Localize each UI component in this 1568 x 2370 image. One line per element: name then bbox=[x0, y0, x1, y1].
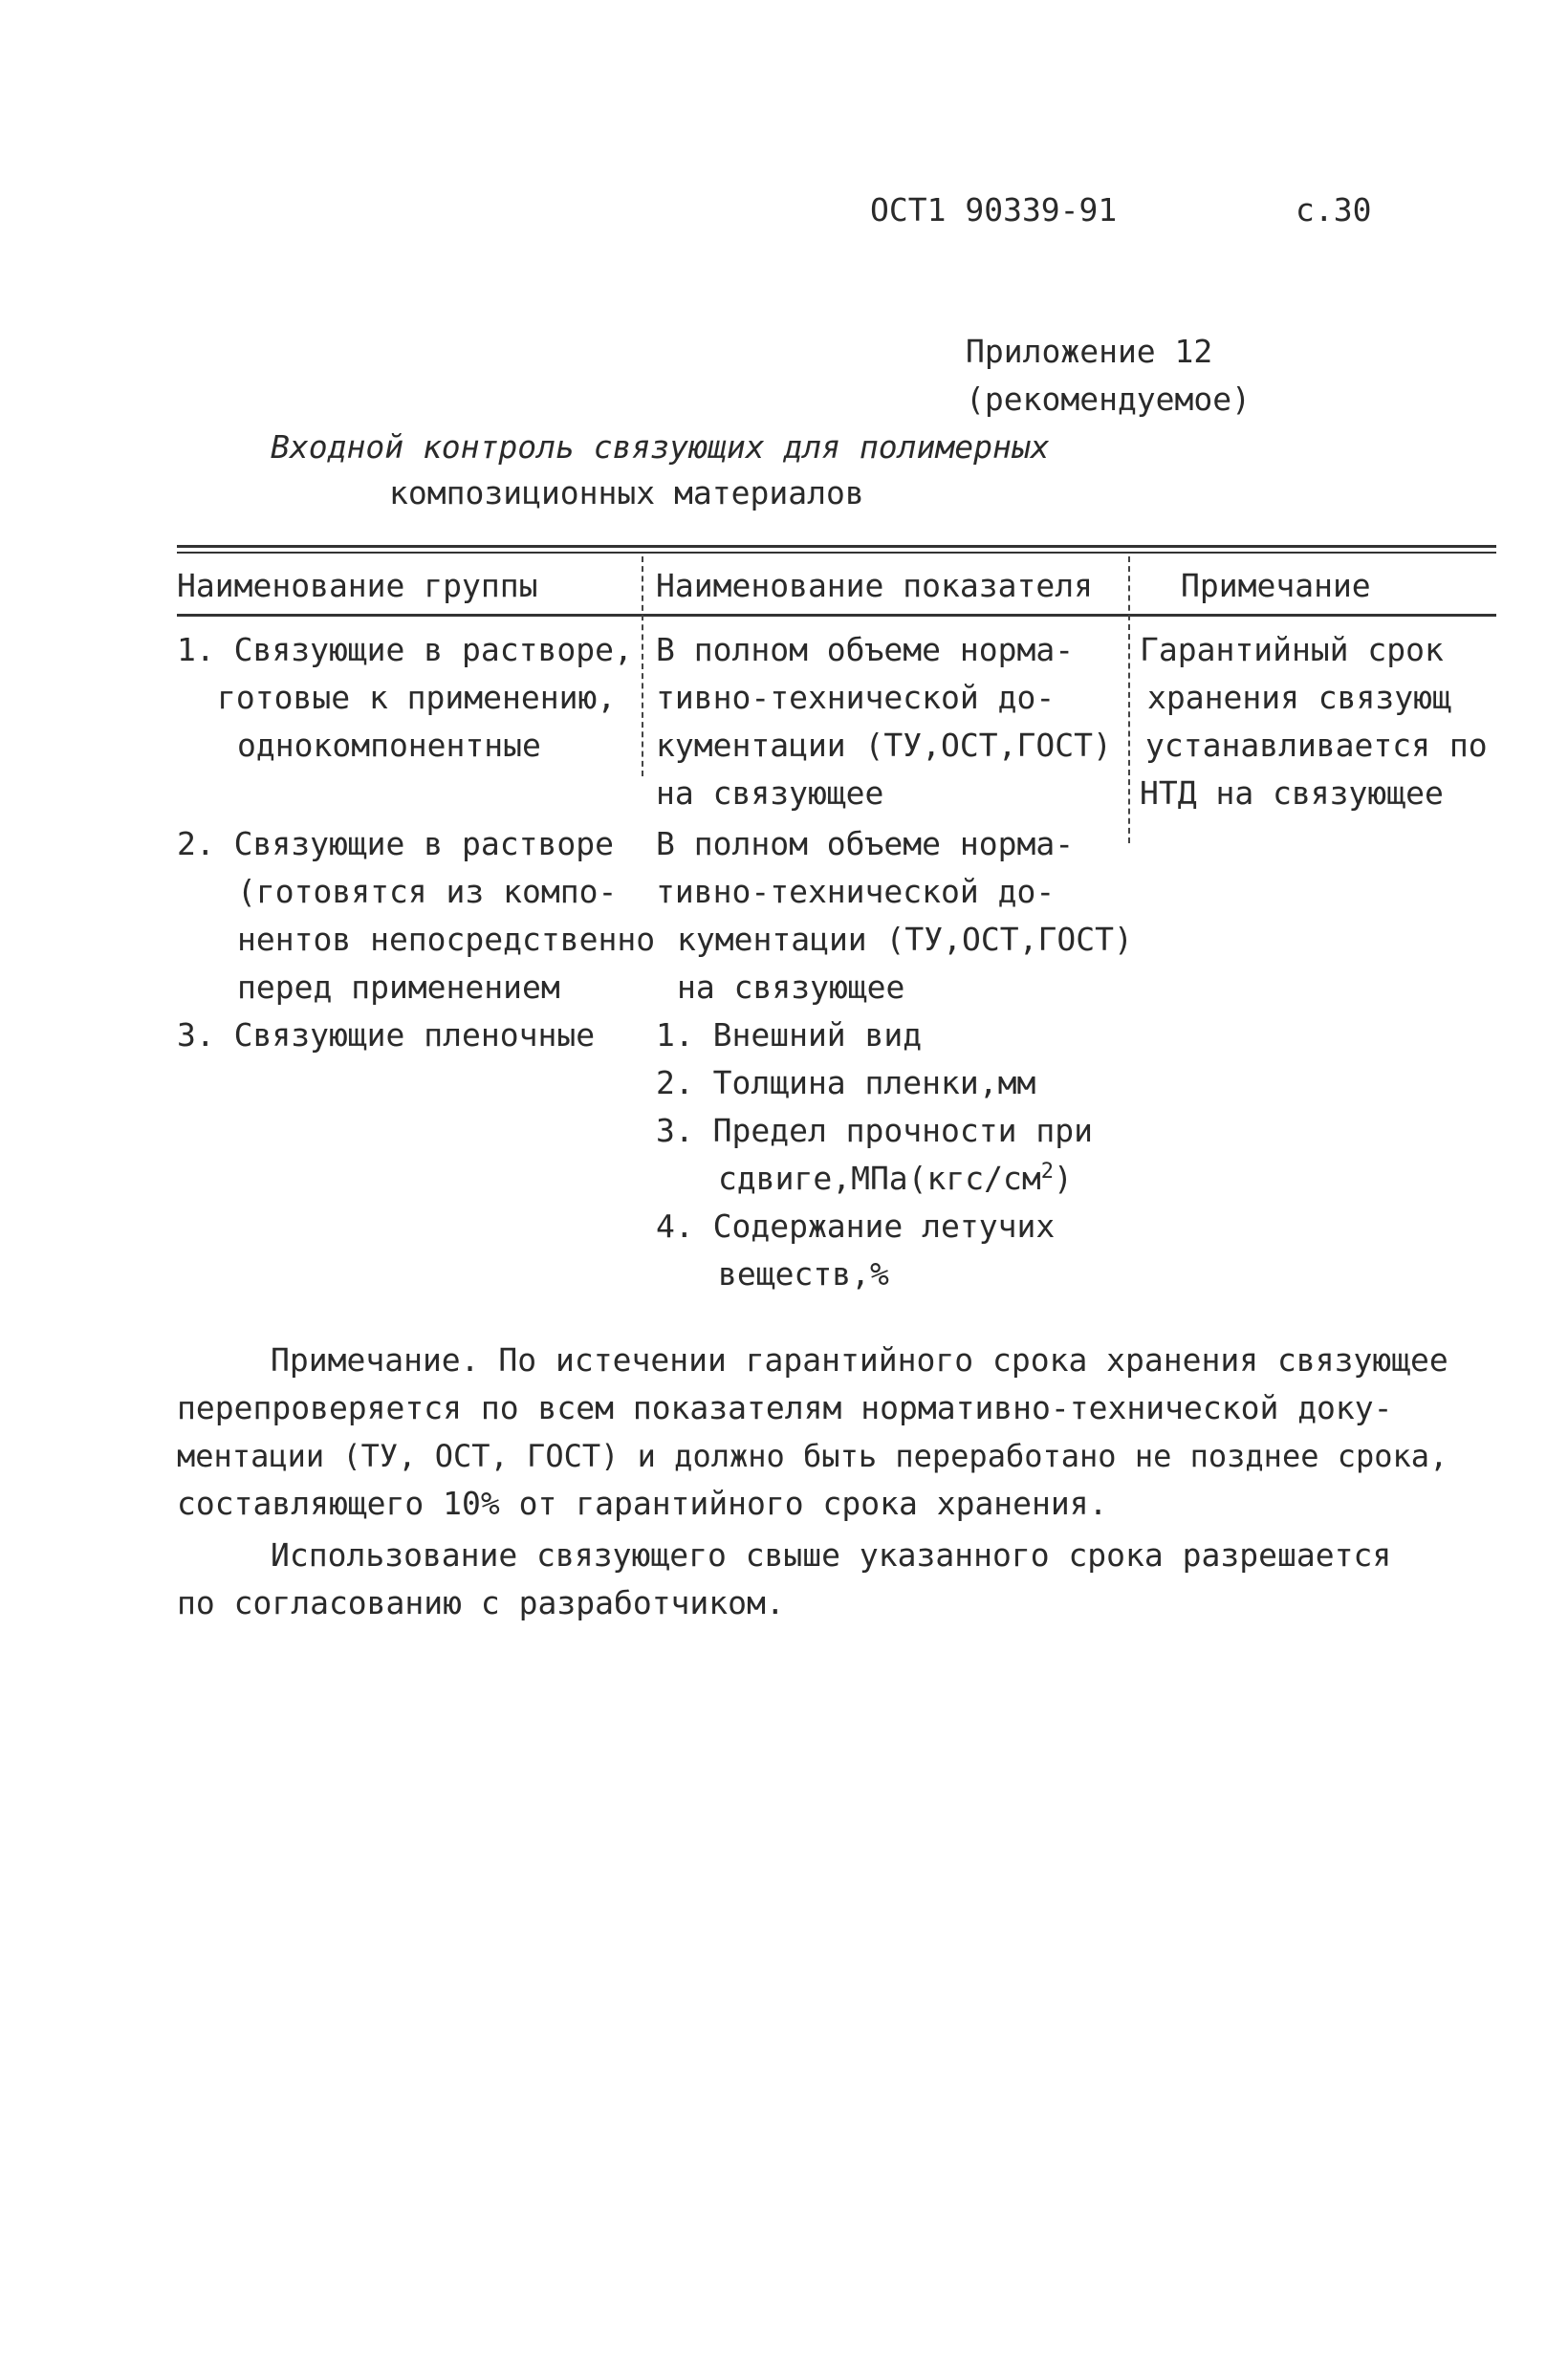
row-1-group-line-2: готовые к применению, bbox=[217, 679, 617, 716]
row-1-group-line-3: однокомпонентные bbox=[237, 727, 541, 764]
column-divider-2 bbox=[1128, 556, 1130, 843]
row-2-group-line-3: нентов непосредственно bbox=[237, 921, 656, 958]
table-top-rule-2 bbox=[177, 552, 1496, 554]
row-2-group-line-2: (готовятся из компо- bbox=[237, 873, 618, 910]
column-header-group: Наименование группы bbox=[177, 567, 538, 604]
appendix-status: (рекомендуемое) bbox=[966, 381, 1252, 418]
note-line-3: ментации (ТУ, ОСТ, ГОСТ) и должно быть переработано не позднее срока, bbox=[177, 1438, 1448, 1474]
row-2-indicator-line-2: тивно-технической до- bbox=[656, 873, 1056, 910]
row-3-indicator-line-1: 1. Внешний вид bbox=[656, 1016, 923, 1054]
row-3-group-line-1: 3. Связующие пленочные bbox=[177, 1016, 596, 1054]
doc-title-line-1: Входной контроль связующих для полимерных bbox=[271, 428, 1050, 466]
row-1-indicator-line-1: В полном объеме норма- bbox=[656, 631, 1075, 668]
note-line-5: Использование связующего свыше указанного срока разрешается bbox=[271, 1536, 1392, 1574]
row-1-note-line-4: НТД на связующее bbox=[1140, 774, 1444, 812]
row-1-group-line-1: 1. Связующие в растворе, bbox=[177, 631, 633, 668]
note-line-6: по согласованию с разработчиком. bbox=[177, 1584, 785, 1621]
closing-paren: ) bbox=[1054, 1160, 1073, 1197]
row-1-note-line-2: хранения связующ bbox=[1147, 679, 1451, 716]
row-3-indicator-line-3: 3. Предел прочности при bbox=[656, 1112, 1093, 1149]
row-3-indicator-line-5: 4. Содержание летучих bbox=[656, 1207, 1056, 1245]
row-1-indicator-line-4: на связующее bbox=[656, 774, 884, 812]
row-1-note-line-1: Гарантийный срок bbox=[1140, 631, 1444, 668]
row-3-indicator-line-6: веществ,% bbox=[718, 1255, 889, 1293]
row-3-indicator-line-4 bbox=[718, 1155, 1073, 1203]
note-line-1: Примечание. По истечении гарантийного срока хранения связующее bbox=[271, 1341, 1448, 1379]
appendix-title: Приложение 12 bbox=[966, 333, 1213, 370]
row-2-indicator-line-3: кументации (ТУ,ОСТ,ГОСТ) bbox=[677, 921, 1133, 958]
page-number: с.30 bbox=[1296, 191, 1372, 228]
row-2-indicator-line-4: на связующее bbox=[677, 968, 905, 1006]
row-3-indicator-line-2: 2. Толщина пленки,мм bbox=[656, 1064, 1036, 1101]
row-3-indicator-text: сдвиге,МПа(кгс/см bbox=[718, 1160, 1041, 1197]
column-header-indicator: Наименование показателя bbox=[656, 567, 1093, 604]
row-1-indicator-line-3: кументации (ТУ,ОСТ,ГОСТ) bbox=[656, 727, 1112, 764]
column-header-note: Примечание bbox=[1181, 567, 1371, 604]
row-1-note-line-3: устанавливается по bbox=[1145, 727, 1488, 764]
note-line-4: составляющего 10% от гарантийного срока хранения. bbox=[177, 1485, 1108, 1522]
superscript-two: 2 bbox=[1040, 1160, 1055, 1184]
note-line-2: перепроверяется по всем показателям нормативно-технической доку- bbox=[177, 1389, 1393, 1426]
doc-title-line-2: композиционных материалов bbox=[389, 474, 864, 511]
table-top-rule bbox=[177, 545, 1496, 548]
row-2-indicator-line-1: В полном объеме норма- bbox=[656, 825, 1075, 862]
row-2-group-line-4: перед применением bbox=[237, 968, 560, 1006]
row-1-indicator-line-2: тивно-технической до- bbox=[656, 679, 1056, 716]
row-2-group-line-1: 2. Связующие в растворе bbox=[177, 825, 614, 862]
table-header-rule bbox=[177, 614, 1496, 617]
column-divider-1 bbox=[642, 556, 643, 776]
doc-code: ОСТ1 90339-91 bbox=[870, 191, 1118, 228]
